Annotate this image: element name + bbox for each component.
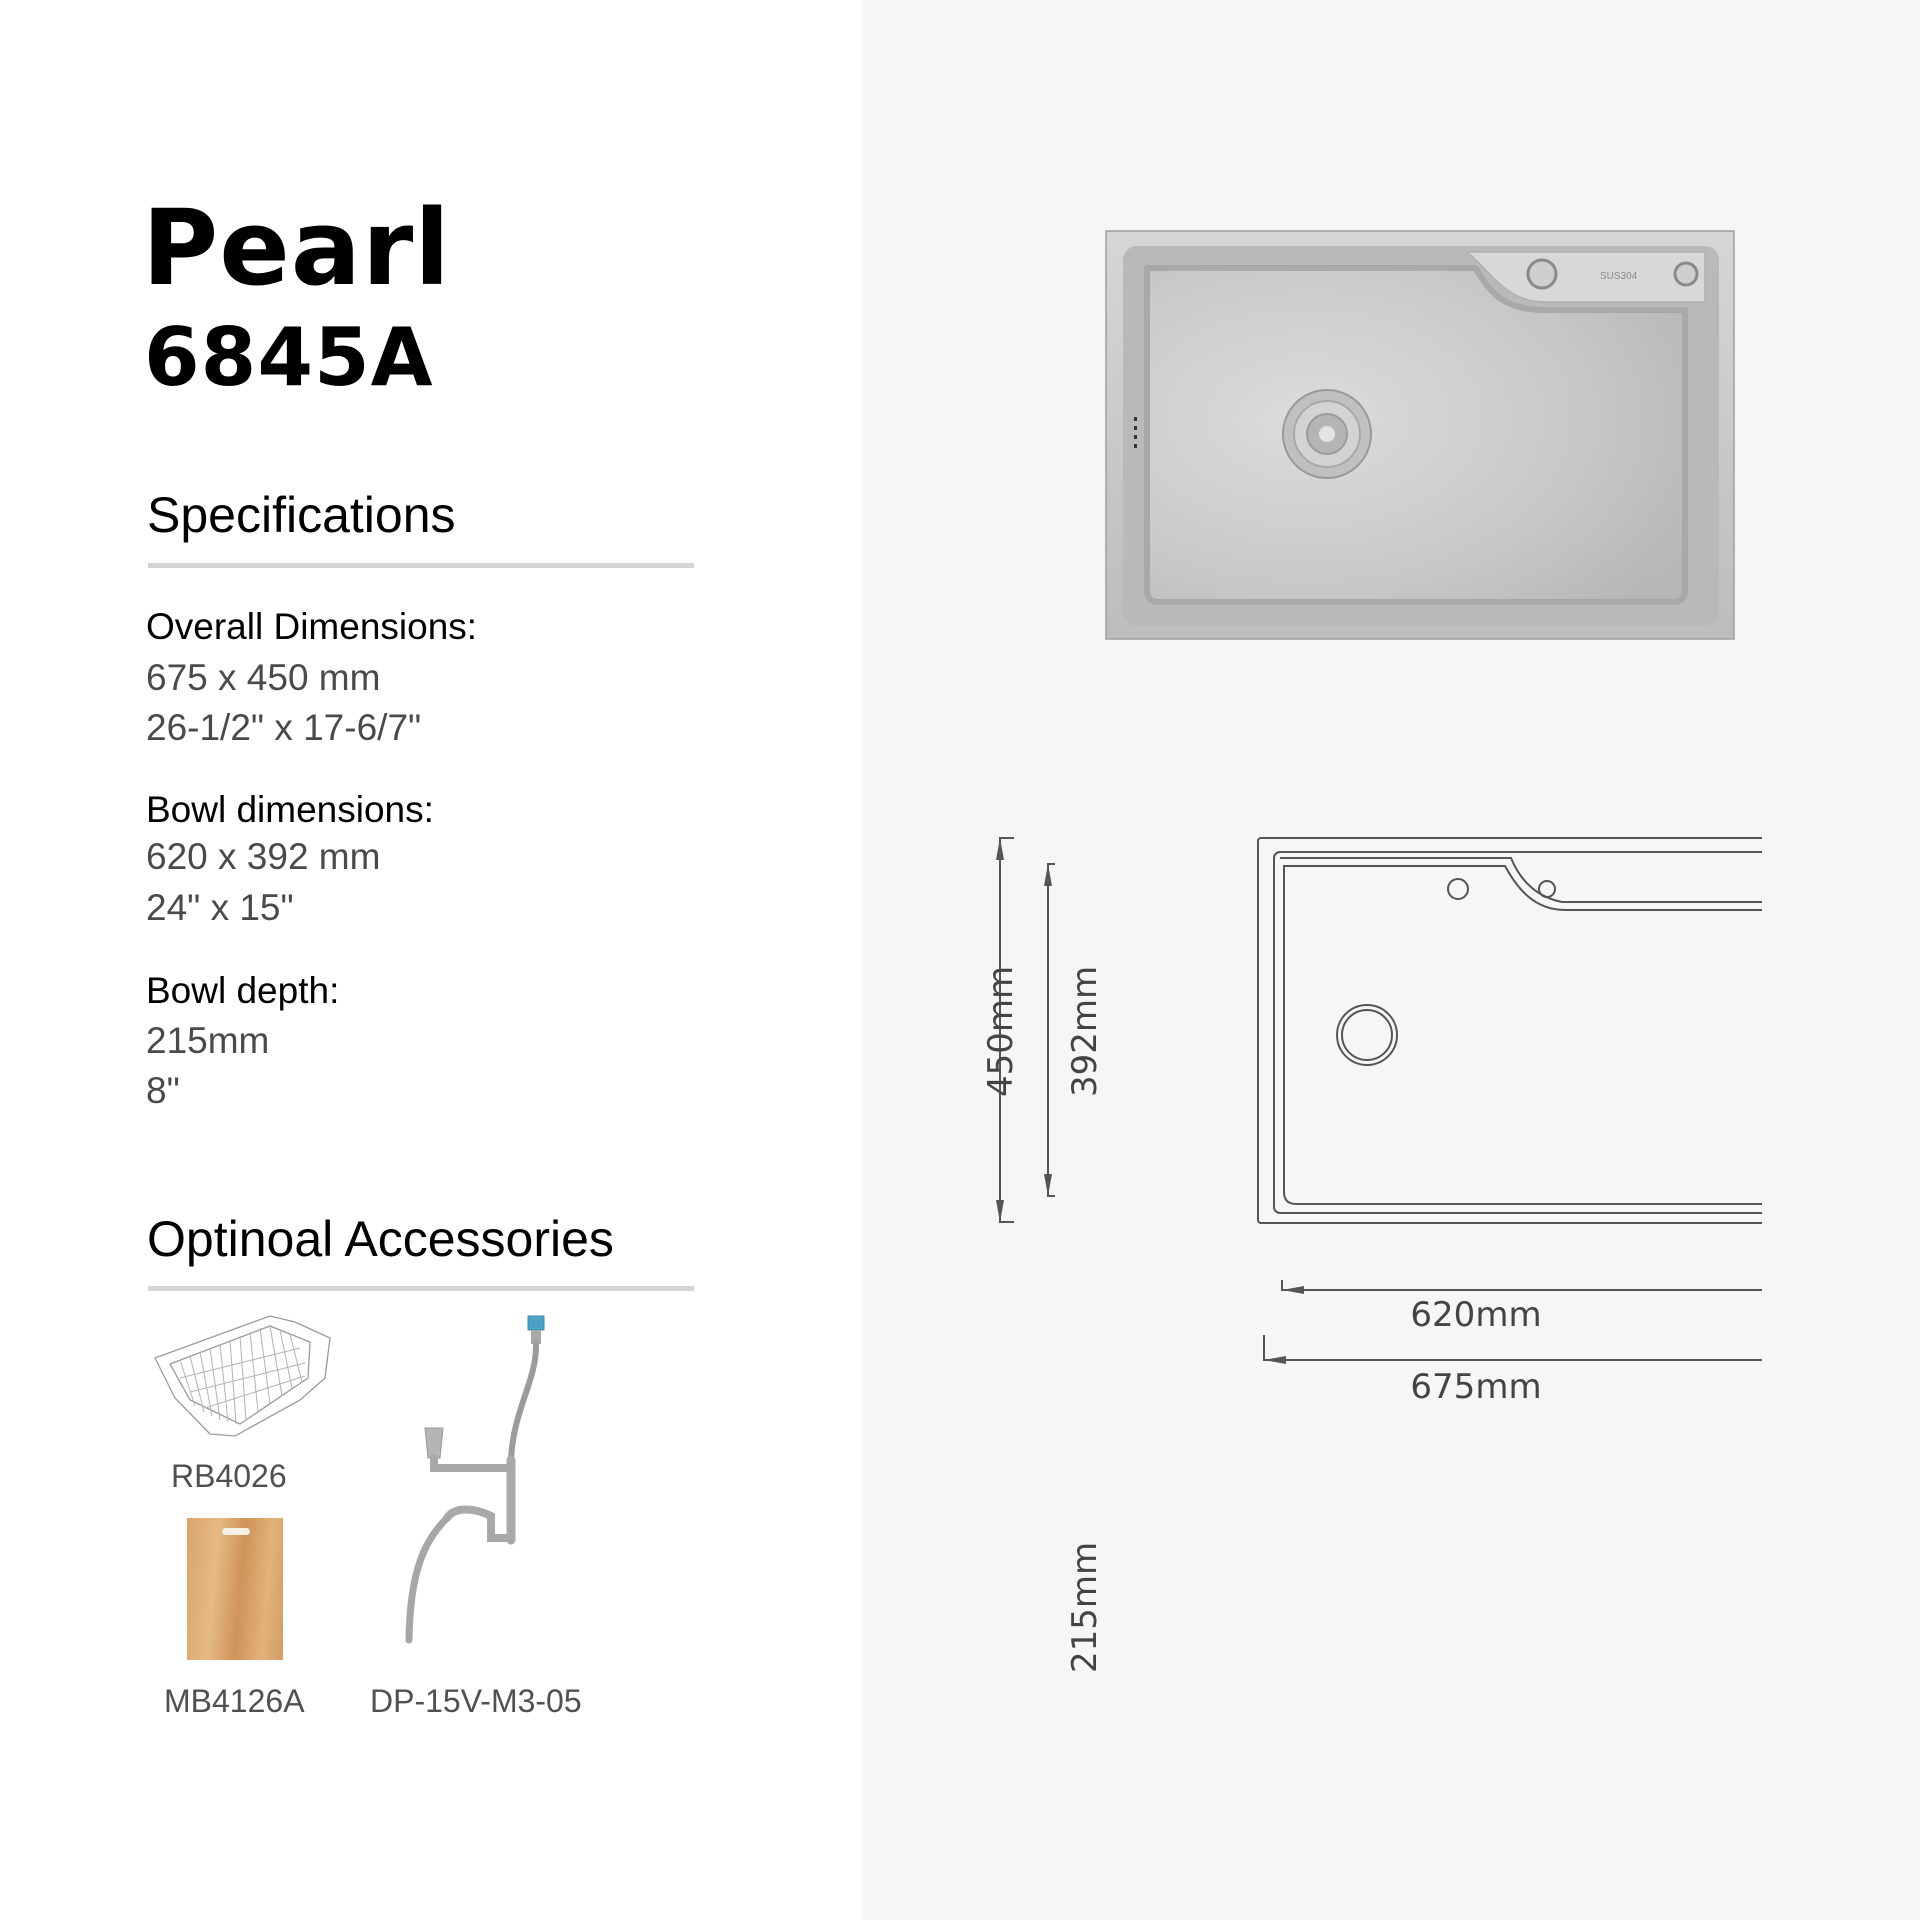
drain-pipe-icon: [395, 1310, 575, 1650]
accessory-code-board: MB4126A: [164, 1683, 305, 1719]
accessory-code-drain: DP-15V-M3-05: [370, 1683, 582, 1719]
divider: [148, 1286, 694, 1291]
product-model: 6845A: [144, 311, 434, 404]
spec-value-bowl-mm: 620 x 392 mm: [146, 836, 381, 877]
dim-overall-width: 675mm: [1410, 1367, 1542, 1407]
spec-value-bowl-in: 24" x 15": [146, 887, 294, 928]
wire-basket-icon: [150, 1308, 340, 1448]
spec-value-depth-mm: 215mm: [146, 1020, 270, 1061]
spec-label-bowl: Bowl dimensions:: [146, 789, 434, 830]
dim-depth: 215mm: [1065, 1541, 1105, 1673]
svg-text:SUS304: SUS304: [1600, 271, 1638, 282]
accessories-heading: Optinoal Accessories: [147, 1211, 614, 1267]
spec-panel: [0, 0, 862, 1920]
sink-photo: [1105, 230, 1737, 642]
divider: [148, 563, 694, 568]
specifications-heading: Specifications: [147, 487, 456, 543]
dim-overall-height: 450mm: [981, 965, 1021, 1097]
spec-label-depth: Bowl depth:: [146, 970, 340, 1011]
drawing-panel: [862, 0, 1920, 1920]
dim-bowl-width: 620mm: [1410, 1295, 1542, 1335]
cutting-board-icon: [187, 1518, 283, 1660]
spec-value-overall-mm: 675 x 450 mm: [146, 657, 381, 698]
spec-value-overall-in: 26-1/2" x 17-6/7": [146, 707, 422, 748]
spec-label-overall: Overall Dimensions:: [146, 606, 478, 647]
spec-value-depth-in: 8": [146, 1070, 180, 1111]
accessory-code-basket: RB4026: [171, 1458, 287, 1494]
top-view-drawing: [962, 830, 1762, 1430]
product-name: Pearl: [142, 187, 451, 309]
dim-bowl-height: 392mm: [1065, 965, 1105, 1097]
